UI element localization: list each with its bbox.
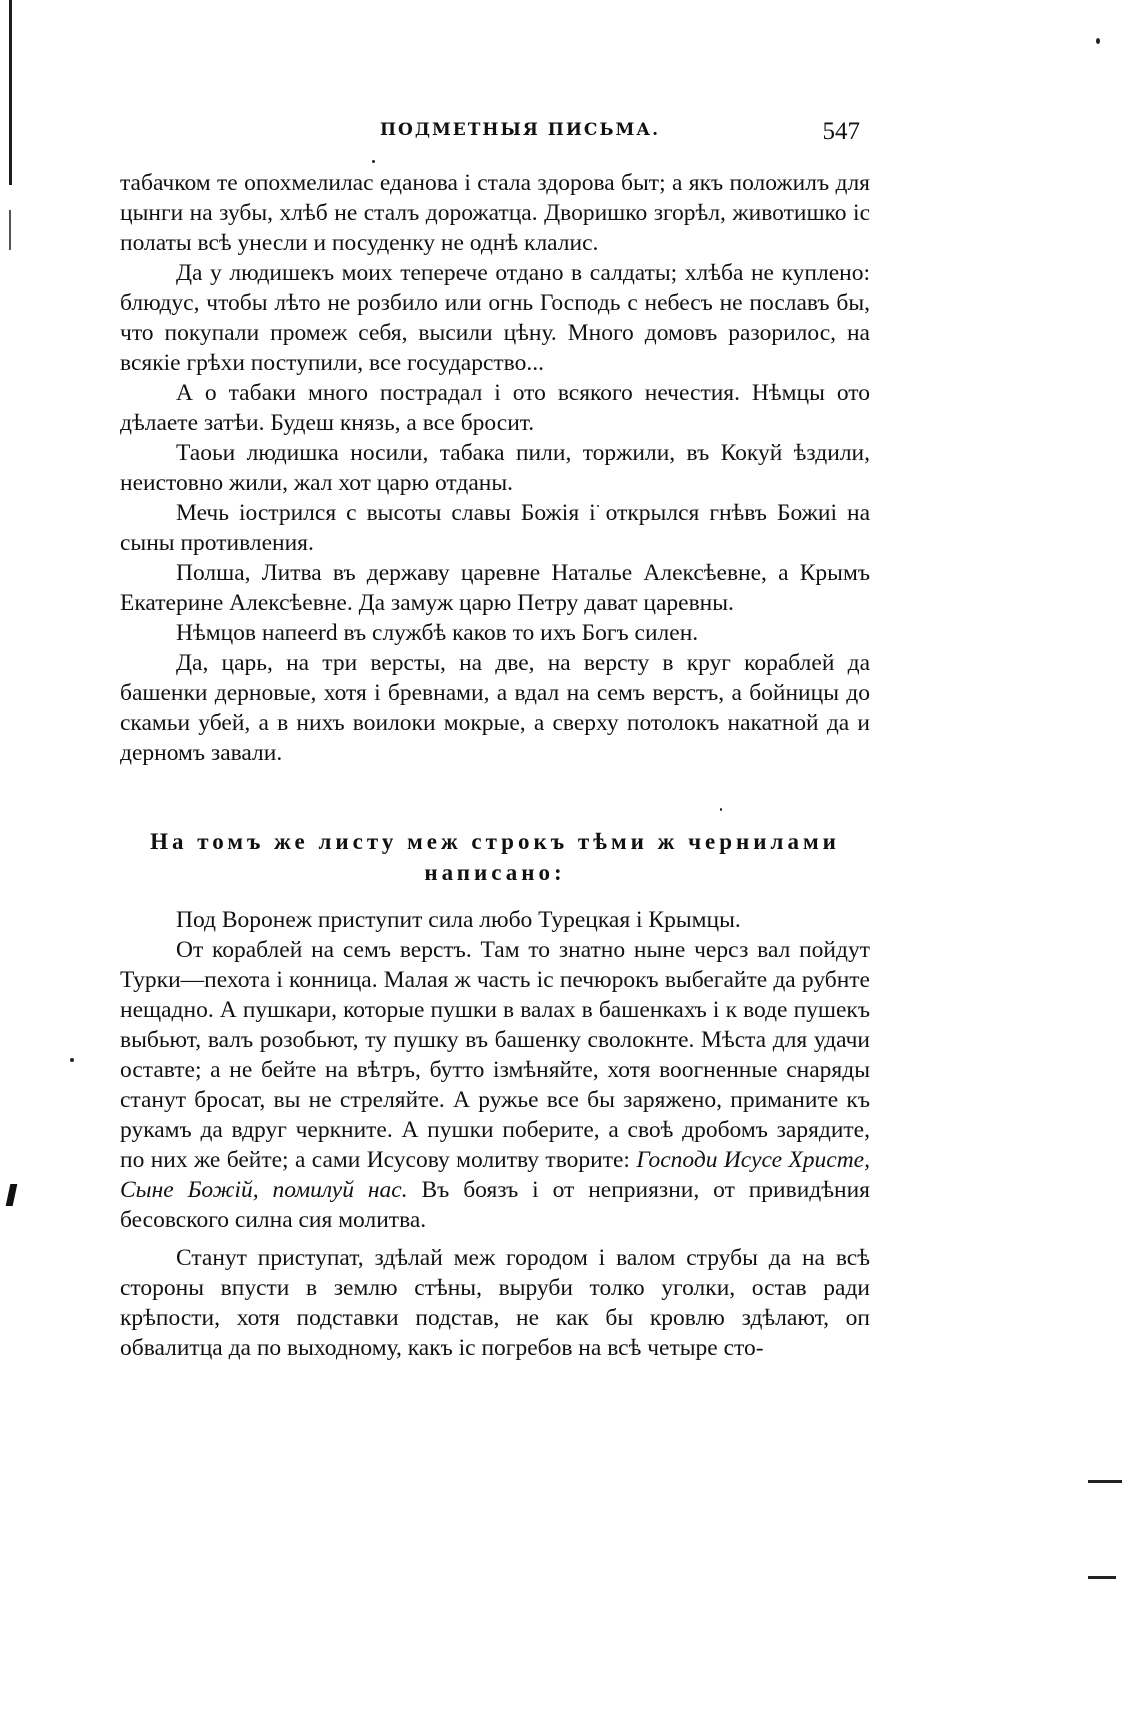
paragraph: А о табаки много пострадал і ото всякого нечестия. Нѣмцы ото дѣлаете затѣи. Будеш князь, а все бросит. — [120, 380, 870, 436]
paragraph-text: От кораблей на семъ верстъ. Там то знатно ныне черсз вал пойдут Турки—пехота і конница. Малая ж часть іс печюрокъ выбегайте да рубнте нещадно. А пушкари, которые пушки в валах в башенкахъ і к воде пушекъ выбьют, валъ розобьют, ту пушку въ башенку сволокнте. Мѣста для удачи оставте; а не бейте на вѣтръ, бутто ізмѣняйте, хотя воогненные снаряды станут бросат, вы не стреляйте. А ружье все бы заряжено, приманите къ рукамъ да вдруг черкните. А пушки поберите, а своѣ дробомъ зарядите, по них же бейте; а сами Исусову молитву творите: — [120, 937, 870, 1173]
running-head: ПОДМЕТНЫЯ ПИСЬМА. — [380, 120, 661, 140]
print-speck — [720, 808, 722, 811]
print-speck — [70, 1058, 74, 1062]
paragraph: Станут приступат, здѣлай меж городом і валом струбы да на всѣ стороны впусти в землю стѣны, выруби толко уголки, остав ради крѣпости, хотя подставки подстав, не как бы кровлю здѣлают, оп обвалитца да по выходному, какъ іс погребов на всѣ четыре сто- — [120, 1245, 870, 1361]
body-text-continued — [120, 905, 870, 1363]
print-mark — [1088, 1480, 1122, 1483]
page-header — [180, 118, 860, 148]
paragraph — [120, 935, 870, 1235]
paragraph: Нѣмцов напеerd въ службѣ каков то ихъ Богъ силен. — [176, 620, 699, 646]
paragraph: Мечь іострился с высоты славы Божія і открылся гнѣвъ Божиі на сыны противления. — [120, 500, 870, 556]
print-mark — [1088, 1576, 1116, 1579]
paragraph-text: Въ боязъ і от неприязни, от привидѣния бесовского силна сия молитва. — [120, 1177, 870, 1233]
page-number: 547 — [822, 118, 860, 145]
page-edge-line — [9, 0, 12, 185]
paragraph: Полша, Литва въ державу царевне Наталье Алексѣевне, а Крымъ Екатерине Алексѣевне. Да замуж царю Петру дават царевны. — [120, 560, 870, 616]
paragraph: Да у людишекъ моих теперече отдано в салдаты; хлѣба не куплено: блюдус, чтобы лѣто не розбило или огнь Господь с небесъ не пославъ бы, что покупали промеж себя, высили цѣну. Много домовъ разорилос, на всякіе грѣхи поступили, все государство... — [120, 260, 870, 376]
paragraph: Да, царь, на три версты, на две, на версту в круг кораблей да башенки дерновые, хотя і бревнами, а вдал на семъ верстъ, а бойницы до скамьи убей, а в нихъ воилоки мокрые, а сверху потолокъ накатной да и дерномъ завали. — [120, 650, 870, 766]
print-mark — [6, 1184, 18, 1206]
print-speck — [372, 160, 375, 163]
paragraph: Таоьи людишка носили, табака пили, торжили, въ Кокуй ѣздили, неистовно жили, жал хот царю отданы. — [120, 440, 870, 496]
page-edge-line — [9, 210, 11, 250]
prayer-italic: Господи Исусе Христе, Сыне Божій, помилуй нас. — [120, 1147, 870, 1203]
body-text — [120, 168, 870, 768]
section-heading: На томъ же листу меж строкъ тѣми ж чернилами написано: — [150, 829, 840, 885]
paragraph: Под Воронеж приступит сила любо Турецкая і Крымцы. — [176, 907, 741, 933]
paragraph: табачком те опохмелилас еданова і стала здорова быт; а якъ положилъ для цынги на зубы, хлѣб не сталъ дорожатца. Дворишко згорѣл, животишко іс полаты всѣ унесли и посуденку не однѣ клалис. — [120, 170, 870, 256]
print-speck — [1096, 38, 1100, 44]
